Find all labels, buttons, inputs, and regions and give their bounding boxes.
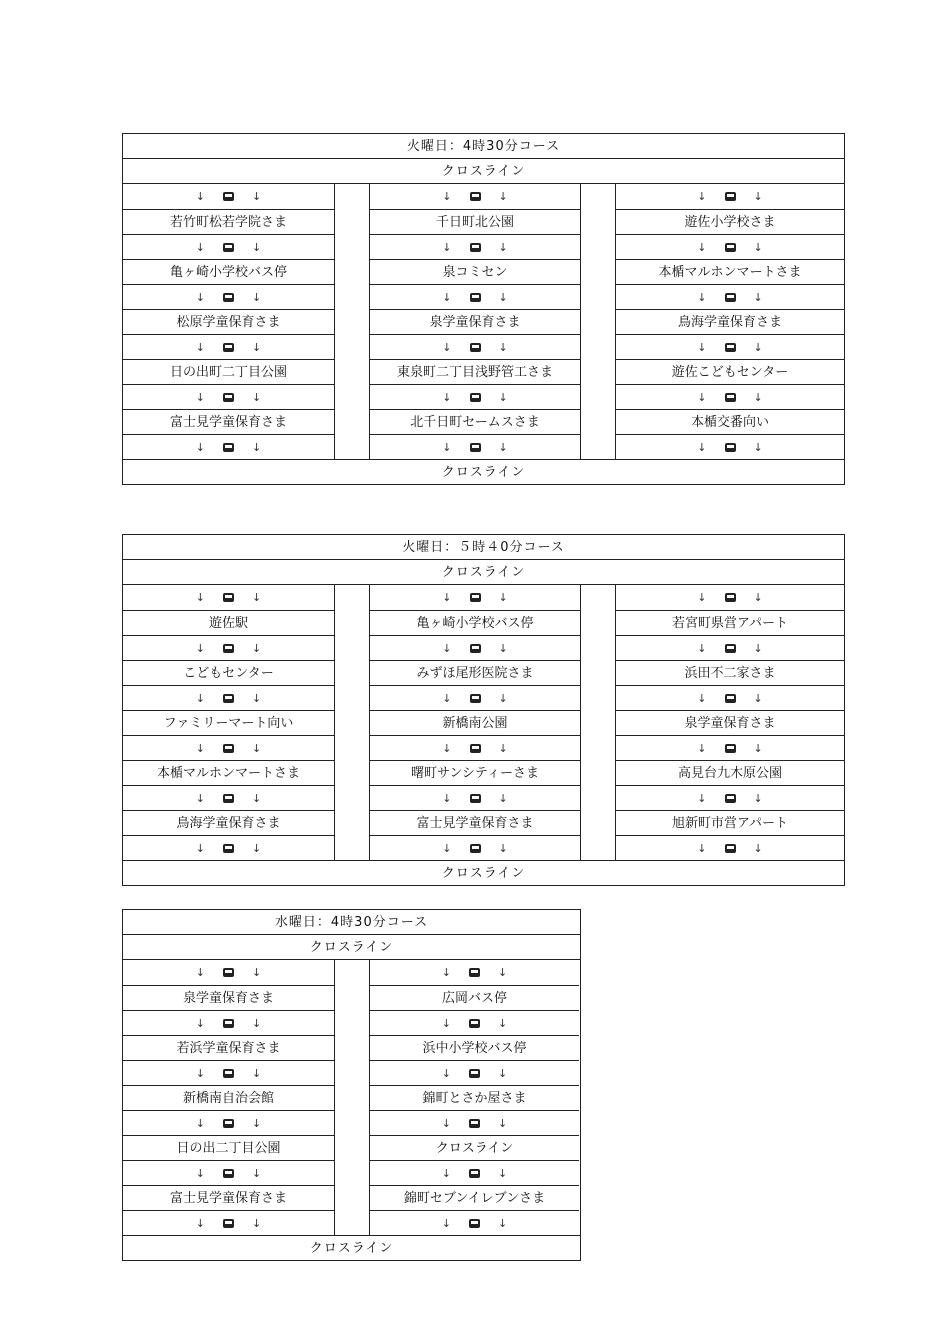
down-arrow-icon: ↓ [441, 1016, 451, 1030]
down-arrow-icon: ↓ [195, 691, 205, 705]
route-title: 火曜日：4時30分コース [123, 134, 844, 159]
down-arrow-icon: ↓ [498, 240, 508, 254]
stop-name: 富士見学童保育さま [123, 1185, 334, 1210]
arrow-row [370, 1010, 579, 1035]
down-arrow-icon: ↓ [753, 841, 763, 855]
bus-icon [725, 293, 736, 302]
down-arrow-icon: ↓ [753, 591, 763, 604]
down-arrow-icon: ↓ [442, 240, 452, 254]
arrow-row [616, 184, 844, 209]
arrow-row [370, 434, 580, 459]
bus-icon [469, 1019, 480, 1028]
down-arrow-icon: ↓ [753, 290, 763, 304]
stop-column [615, 585, 844, 860]
bus-icon [469, 1219, 480, 1228]
down-arrow-icon: ↓ [498, 290, 508, 304]
bus-icon [470, 293, 481, 302]
route-end: クロスライン [123, 860, 844, 885]
stop-column [123, 585, 335, 860]
down-arrow-icon: ↓ [195, 1216, 205, 1230]
arrow-row [370, 1110, 579, 1135]
down-arrow-icon: ↓ [442, 691, 452, 705]
down-arrow-icon: ↓ [498, 1116, 508, 1130]
down-arrow-icon: ↓ [498, 791, 508, 805]
arrow-row [123, 1010, 334, 1035]
stop-column [615, 184, 844, 459]
stop-name: 泉学童保育さま [370, 309, 580, 334]
bus-icon [223, 1219, 234, 1228]
arrow-row [123, 735, 334, 760]
bus-icon [470, 443, 481, 452]
route-start: クロスライン [123, 159, 844, 184]
down-arrow-icon: ↓ [753, 440, 763, 454]
stop-name: 泉学童保育さま [616, 710, 844, 735]
stop-name: 鳥海学童保育さま [616, 309, 844, 334]
stop-name: 浜田不二家さま [616, 660, 844, 685]
stop-name: 広岡バス停 [370, 985, 579, 1010]
down-arrow-icon: ↓ [697, 290, 707, 304]
down-arrow-icon: ↓ [753, 791, 763, 805]
bus-icon [725, 744, 736, 753]
stop-name: 泉コミセン [370, 259, 580, 284]
stop-name: 鳥海学童保育さま [123, 810, 334, 835]
down-arrow-icon: ↓ [498, 641, 508, 655]
stop-name: 亀ヶ崎小学校バス停 [370, 610, 580, 635]
stop-name: 遊佐駅 [123, 610, 334, 635]
down-arrow-icon: ↓ [753, 741, 763, 755]
arrow-row [123, 1060, 334, 1085]
down-arrow-icon: ↓ [697, 390, 707, 404]
arrow-row [370, 284, 580, 309]
down-arrow-icon: ↓ [498, 841, 508, 855]
stop-name: 錦町セブンイレブンさま [370, 1185, 579, 1210]
arrow-row [123, 234, 334, 259]
bus-icon [469, 1169, 480, 1178]
bus-icon [725, 393, 736, 402]
bus-icon [470, 343, 481, 352]
stop-name: 千日町北公園 [370, 209, 580, 234]
route-start: クロスライン [123, 560, 844, 585]
down-arrow-icon: ↓ [498, 390, 508, 404]
down-arrow-icon: ↓ [252, 741, 262, 755]
bus-icon [223, 443, 234, 452]
bus-icon [223, 694, 234, 703]
arrow-row [370, 1210, 579, 1235]
down-arrow-icon: ↓ [252, 691, 262, 705]
arrow-row [616, 685, 844, 710]
down-arrow-icon: ↓ [498, 966, 508, 979]
arrow-row [616, 434, 844, 459]
down-arrow-icon: ↓ [442, 741, 452, 755]
route-columns [123, 184, 844, 459]
arrow-row [370, 960, 579, 985]
bus-icon [725, 343, 736, 352]
stop-name: 東泉町二丁目浅野管工さま [370, 359, 580, 384]
stop-name: こどもセンター [123, 660, 334, 685]
down-arrow-icon: ↓ [498, 440, 508, 454]
bus-icon [470, 694, 481, 703]
down-arrow-icon: ↓ [441, 1166, 451, 1180]
stop-name: 旭新町市営アパート [616, 810, 844, 835]
down-arrow-icon: ↓ [442, 190, 452, 203]
bus-icon [725, 794, 736, 803]
arrow-row [616, 635, 844, 660]
arrow-row [616, 334, 844, 359]
down-arrow-icon: ↓ [697, 641, 707, 655]
bus-icon [223, 968, 234, 977]
stop-name: 日の出二丁目公園 [123, 1135, 334, 1160]
down-arrow-icon: ↓ [697, 841, 707, 855]
arrow-row [123, 635, 334, 660]
bus-icon [470, 243, 481, 252]
route-columns [123, 585, 844, 860]
arrow-row [370, 184, 580, 209]
down-arrow-icon: ↓ [442, 340, 452, 354]
down-arrow-icon: ↓ [441, 1116, 451, 1130]
stop-name: 本楯マルホンマートさま [616, 259, 844, 284]
down-arrow-icon: ↓ [252, 591, 262, 604]
down-arrow-icon: ↓ [195, 741, 205, 755]
stop-name: みずほ尾形医院さま [370, 660, 580, 685]
bus-icon [725, 593, 736, 602]
arrow-row [616, 835, 844, 860]
down-arrow-icon: ↓ [753, 641, 763, 655]
arrow-row [123, 785, 334, 810]
arrow-row [123, 1160, 334, 1185]
bus-icon [470, 794, 481, 803]
down-arrow-icon: ↓ [498, 691, 508, 705]
down-arrow-icon: ↓ [195, 591, 205, 604]
route-title: 水曜日：4時30分コース [123, 910, 580, 935]
arrow-row [616, 735, 844, 760]
arrow-row [123, 835, 334, 860]
bus-icon [725, 644, 736, 653]
down-arrow-icon: ↓ [252, 340, 262, 354]
stop-name: 亀ヶ崎小学校バス停 [123, 259, 334, 284]
down-arrow-icon: ↓ [498, 591, 508, 604]
arrow-row [370, 685, 580, 710]
bus-icon [223, 343, 234, 352]
down-arrow-icon: ↓ [697, 240, 707, 254]
down-arrow-icon: ↓ [252, 290, 262, 304]
down-arrow-icon: ↓ [195, 1166, 205, 1180]
stop-name: 錦町とさか屋さま [370, 1085, 579, 1110]
down-arrow-icon: ↓ [252, 641, 262, 655]
bus-icon [223, 844, 234, 853]
down-arrow-icon: ↓ [252, 240, 262, 254]
down-arrow-icon: ↓ [753, 390, 763, 404]
down-arrow-icon: ↓ [441, 966, 451, 979]
stop-name: 泉学童保育さま [123, 985, 334, 1010]
stop-name: 富士見学童保育さま [123, 409, 334, 434]
bus-icon [470, 844, 481, 853]
arrow-row [616, 384, 844, 409]
down-arrow-icon: ↓ [195, 641, 205, 655]
bus-icon [223, 744, 234, 753]
down-arrow-icon: ↓ [753, 691, 763, 705]
bus-icon [469, 1119, 480, 1128]
arrow-row [370, 334, 580, 359]
route-title: 火曜日：５時４0分コース [123, 535, 844, 560]
stop-name: 新橋南自治会館 [123, 1085, 334, 1110]
down-arrow-icon: ↓ [753, 190, 763, 203]
arrow-row [370, 234, 580, 259]
down-arrow-icon: ↓ [753, 240, 763, 254]
stop-name: 松原学童保育さま [123, 309, 334, 334]
arrow-row [370, 585, 580, 610]
stop-column [369, 184, 581, 459]
bus-icon [223, 243, 234, 252]
arrow-row [370, 1160, 579, 1185]
down-arrow-icon: ↓ [441, 1216, 451, 1230]
down-arrow-icon: ↓ [697, 440, 707, 454]
arrow-row [123, 1210, 334, 1235]
arrow-row [123, 184, 334, 209]
down-arrow-icon: ↓ [195, 340, 205, 354]
arrow-row [370, 384, 580, 409]
bus-icon [470, 192, 481, 201]
down-arrow-icon: ↓ [442, 591, 452, 604]
stop-name: クロスライン [370, 1135, 579, 1160]
arrow-row [616, 785, 844, 810]
stop-column [123, 184, 335, 459]
arrow-row [123, 284, 334, 309]
down-arrow-icon: ↓ [195, 240, 205, 254]
down-arrow-icon: ↓ [195, 190, 205, 203]
bus-icon [223, 393, 234, 402]
bus-icon [223, 293, 234, 302]
bus-icon [725, 243, 736, 252]
down-arrow-icon: ↓ [442, 641, 452, 655]
down-arrow-icon: ↓ [498, 340, 508, 354]
bus-icon [223, 593, 234, 602]
arrow-row [370, 785, 580, 810]
arrow-row [123, 685, 334, 710]
down-arrow-icon: ↓ [252, 966, 262, 979]
down-arrow-icon: ↓ [442, 791, 452, 805]
down-arrow-icon: ↓ [697, 340, 707, 354]
arrow-row [616, 284, 844, 309]
down-arrow-icon: ↓ [442, 841, 452, 855]
bus-icon [470, 644, 481, 653]
stop-name: 北千日町セームスさま [370, 409, 580, 434]
stop-name: 新橋南公園 [370, 710, 580, 735]
bus-icon [223, 192, 234, 201]
bus-icon [725, 694, 736, 703]
down-arrow-icon: ↓ [442, 290, 452, 304]
bus-icon [469, 1069, 480, 1078]
down-arrow-icon: ↓ [195, 841, 205, 855]
route-columns [123, 960, 580, 1235]
down-arrow-icon: ↓ [195, 440, 205, 454]
arrow-row [123, 1110, 334, 1135]
stop-name: 若宮町県営アパート [616, 610, 844, 635]
arrow-row [123, 585, 334, 610]
bus-icon [470, 744, 481, 753]
bus-icon [469, 968, 480, 977]
down-arrow-icon: ↓ [697, 591, 707, 604]
down-arrow-icon: ↓ [498, 1066, 508, 1080]
bus-icon [725, 844, 736, 853]
stop-name: 遊佐小学校さま [616, 209, 844, 234]
down-arrow-icon: ↓ [195, 290, 205, 304]
stop-name: 若竹町松若学院さま [123, 209, 334, 234]
bus-icon [223, 1169, 234, 1178]
down-arrow-icon: ↓ [252, 1016, 262, 1030]
route-end: クロスライン [123, 459, 844, 484]
down-arrow-icon: ↓ [697, 791, 707, 805]
down-arrow-icon: ↓ [195, 966, 205, 979]
arrow-row [123, 434, 334, 459]
bus-icon [725, 192, 736, 201]
stop-name: 遊佐こどもセンター [616, 359, 844, 384]
down-arrow-icon: ↓ [442, 440, 452, 454]
stop-column [369, 585, 581, 860]
route-table-tuesday-540 [122, 534, 845, 886]
stop-name: 本楯マルホンマートさま [123, 760, 334, 785]
bus-icon [223, 1019, 234, 1028]
arrow-row [370, 635, 580, 660]
route-start: クロスライン [123, 935, 580, 960]
down-arrow-icon: ↓ [252, 1066, 262, 1080]
down-arrow-icon: ↓ [252, 440, 262, 454]
down-arrow-icon: ↓ [252, 791, 262, 805]
down-arrow-icon: ↓ [753, 340, 763, 354]
route-table-wednesday-430 [122, 909, 581, 1261]
bus-icon [470, 593, 481, 602]
arrow-row [370, 835, 580, 860]
down-arrow-icon: ↓ [498, 1216, 508, 1230]
stop-name: 本楯交番向い [616, 409, 844, 434]
arrow-row [616, 234, 844, 259]
stop-name: 日の出町二丁目公園 [123, 359, 334, 384]
down-arrow-icon: ↓ [498, 190, 508, 203]
arrow-row [123, 384, 334, 409]
stop-name: 富士見学童保育さま [370, 810, 580, 835]
down-arrow-icon: ↓ [252, 1166, 262, 1180]
bus-icon [223, 1069, 234, 1078]
down-arrow-icon: ↓ [498, 741, 508, 755]
bus-icon [223, 644, 234, 653]
stop-name: 曙町サンシティーさま [370, 760, 580, 785]
down-arrow-icon: ↓ [195, 1066, 205, 1080]
bus-icon [223, 1119, 234, 1128]
arrow-row [616, 585, 844, 610]
down-arrow-icon: ↓ [252, 190, 262, 203]
arrow-row [123, 960, 334, 985]
down-arrow-icon: ↓ [498, 1016, 508, 1030]
down-arrow-icon: ↓ [195, 791, 205, 805]
down-arrow-icon: ↓ [697, 190, 707, 203]
down-arrow-icon: ↓ [252, 841, 262, 855]
bus-icon [223, 794, 234, 803]
stop-name: ファミリーマート向い [123, 710, 334, 735]
down-arrow-icon: ↓ [195, 1016, 205, 1030]
down-arrow-icon: ↓ [697, 741, 707, 755]
arrow-row [370, 1060, 579, 1085]
down-arrow-icon: ↓ [195, 1116, 205, 1130]
stop-column [369, 960, 579, 1235]
down-arrow-icon: ↓ [252, 390, 262, 404]
down-arrow-icon: ↓ [498, 1166, 508, 1180]
arrow-row [370, 735, 580, 760]
bus-icon [725, 443, 736, 452]
down-arrow-icon: ↓ [441, 1066, 451, 1080]
route-table-tuesday-430 [122, 133, 845, 485]
stop-name: 若浜学童保育さま [123, 1035, 334, 1060]
arrow-row [123, 334, 334, 359]
bus-icon [470, 393, 481, 402]
down-arrow-icon: ↓ [442, 390, 452, 404]
down-arrow-icon: ↓ [697, 691, 707, 705]
stop-name: 浜中小学校バス停 [370, 1035, 579, 1060]
down-arrow-icon: ↓ [252, 1216, 262, 1230]
stop-name: 高見台九木原公園 [616, 760, 844, 785]
down-arrow-icon: ↓ [195, 390, 205, 404]
route-end: クロスライン [123, 1235, 580, 1260]
stop-column [123, 960, 335, 1235]
down-arrow-icon: ↓ [252, 1116, 262, 1130]
